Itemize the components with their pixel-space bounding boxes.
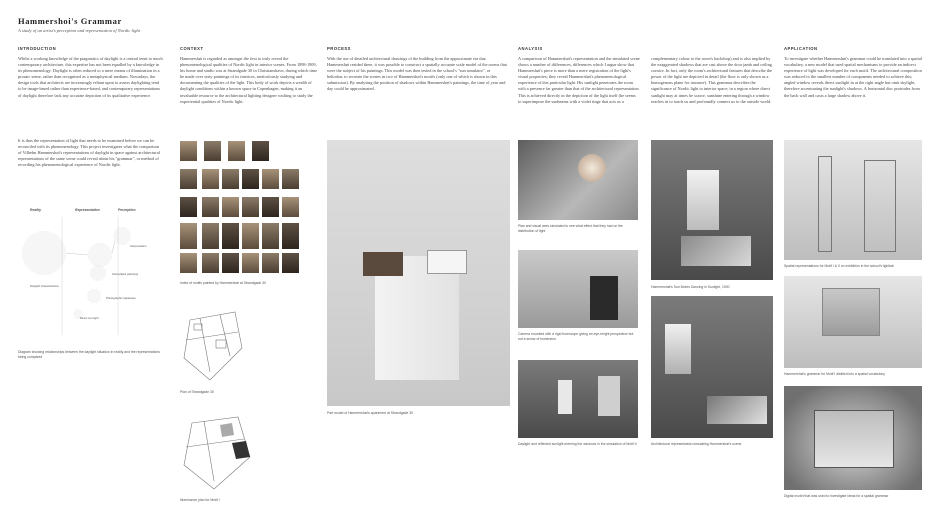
analysis-caption-1: Plan and visual axes simulated to see what effect that they had on the distribution of light: [518, 224, 623, 233]
introduction-heading: INTRODUCTION: [18, 46, 57, 51]
exhibition-photo: [784, 140, 922, 260]
digital-model-render: [784, 386, 922, 490]
plan-drawing-2: [180, 415, 280, 495]
diagram-label-perception: Perception: [118, 208, 136, 212]
analysis-photo-1: [518, 140, 638, 220]
index-caption: Index of motifs painted by Hammershøi at Strandgade 30: [180, 281, 266, 285]
diagram-note-1: Interpretation: [130, 244, 147, 248]
process-text: With the use of detailed architectural drawings of the building from the approximate era that Hammershøi resided there, it was possible to construct a spatially accurate scale model of the rooms that were the subject of his paintings. This model was then tested in the school's "sun simulator", or heliodon, to recreate the scenes in two of Hammershøi's motifs (only one of which is shown in this submission). By analysing the position of shadows within Hammershøi's paintings, the time of year and day could be approximated.: [327, 56, 507, 92]
exhibition-caption: Spatial representations for Motif I & II on exhibition in the school's lightlab: [784, 264, 894, 268]
analysis-photo-2: [518, 250, 638, 328]
context-heading: CONTEXT: [180, 46, 204, 51]
analysis-caption-3: Daylight and reflected sunlight entering the windows in the simulation of Motif II: [518, 442, 637, 446]
grammar-caption: Hammershøi's grammar for Motif I distilled into a spatial vocabulary: [784, 372, 885, 376]
diagram-note-3: Photographic apparatus: [106, 296, 136, 300]
application-text: To investigate whether Hammershøi's grammar could be translated into a spatial vocabulary, a new model that used spatial mechanisms to provide an indirect experience of light was developed for each motif. The architectural composition was reduced to the smallest number of components needed to achieve this; angled window reveals direct sunlight in at the right angle but omit skylight, therefore accentuating the sunlight's shadows. A horizontal disc protrudes from the back wall and casts a large shadow above it.: [784, 56, 922, 98]
diagram-note-4: Direct sun light: [80, 316, 99, 320]
diagram-caption: Diagram showing relationships between the daylight situation in reality and the representations being compared: [18, 350, 160, 359]
plan-caption-2: Illuminance plan for Motif I: [180, 498, 220, 502]
simulation-caption: Architectural representation simulating Hammershøi's scene: [651, 442, 742, 446]
analysis-text-1: A comparison of Hammershøi's representation and the simulated scene shows a number of differences, differences which I argue show that Hammershøi's piece is more than a mere registration of the light's visual properties; they reveal Hammershøi's phenomenological experience of this particular light. His sunlight penetrates the room with a presence far greater than that of the architectural representation. This is achieved directly in the depiction of the light itself (he seems to superimpose the sunbeams with a violet tinge that acts as a: [518, 56, 640, 104]
painting-caption: Hammershøi's Sun Motes Dancing in Sunlight, 1900: [651, 285, 730, 289]
interrelated-circle: [90, 265, 106, 281]
plan-caption-1: Plan of Strandgade 30: [180, 390, 214, 394]
simulation-photo: [651, 296, 773, 438]
context-text: Hammershøi is regarded as amongst the first to truly reveal the phenomenological qualities of Nordic light in interior scenes. From 1898-1909, his home and studio was at Strandgade 30 in Christianshavn, during which time he made over sixty paintings of its interiors, meticulously studying and documenting the qualities of the light. This body of work depicts a wealth of daylight conditions within a known space in Copenhagen, making it an invaluable resource to the architectural lighting designer wishing to study the experiential qualities of Nordic light.: [180, 56, 318, 104]
page-subtitle: A study of an artist's perception and representation of Nordic light: [18, 28, 140, 33]
analysis-photo-3: [518, 360, 638, 438]
diagram-label-reality: Reality: [30, 208, 42, 212]
introduction-text-1: Whilst a working knowledge of the pragmatics of daylight is a central tenet to much contemporary architecture, this expertise has not been equalled by a knowledge in its phenomenology. Daylight is often reduced to a mere means of illumination in a prosaic sense, rather than recognised as a metaphysical medium. Nowadays, the design tools that architects are increasingly reliant upon to assess daylighting tend to be image-based rather than experience-based, and contemporary representations of daylight therefore lack any accurate depiction of its qualitative experience.: [18, 56, 163, 98]
analysis-text-2: complementary colour to the room's backdrop) and is also implied by the exaggerated shadows that are cast above the door jamb and ceiling cornice. In fact, only the room's architectural features that describe the power of the light are depicted in detail (the floor is only shown as a homogenous plane for instance). This grammar describes the significance of Nordic light to interior space; in a region where direct sunlight may at times be scarce, sunshine entering through a window reaches in to touch us and profoundly connect us to the outside world.: [651, 56, 773, 104]
model-room-2: [427, 250, 467, 274]
model-room: [363, 252, 403, 276]
plan-drawing-1: [180, 310, 280, 386]
digital-model-caption: Digital model that was used to investigate ideas for a spatial grammar: [784, 494, 889, 498]
application-heading: APPLICATION: [784, 46, 818, 51]
diagram-note-2: Interrelated paintings: [112, 272, 139, 276]
diagram-note-5: Daylight characteristics: [30, 284, 59, 288]
hammershoi-painting: [651, 140, 773, 280]
analysis-caption-2: Camera mounted with a rigid borescope giving an eye-height perspective but not a sense of immersion: [518, 332, 634, 341]
process-heading: PROCESS: [327, 46, 351, 51]
analysis-heading: ANALYSIS: [518, 46, 543, 51]
representation-circle: [88, 243, 112, 267]
grammar-model-photo: [784, 276, 922, 368]
perception-circle: [113, 227, 131, 245]
motif-index-grid: [180, 141, 320, 273]
model-photo: [327, 140, 510, 406]
model-caption: Part model of Hammershøi's apartment at Strandgade 30: [327, 411, 414, 415]
reality-circle: [22, 231, 66, 275]
introduction-text-2: It is thus the representation of light that needs to be examined before we can be reconciled with its phenomenology. This project investigates what the comparison of Vilhelm Hammershøi's representations of daylight in space against architectural representations of the same scene could reveal about his "grammar", or method of recording his phenomenological experience of Nordic light.: [18, 138, 160, 168]
page-title: Hammershoi's Grammar: [18, 16, 122, 26]
diagram-label-representation: Representation: [75, 208, 100, 212]
apparatus-circle: [87, 289, 101, 303]
